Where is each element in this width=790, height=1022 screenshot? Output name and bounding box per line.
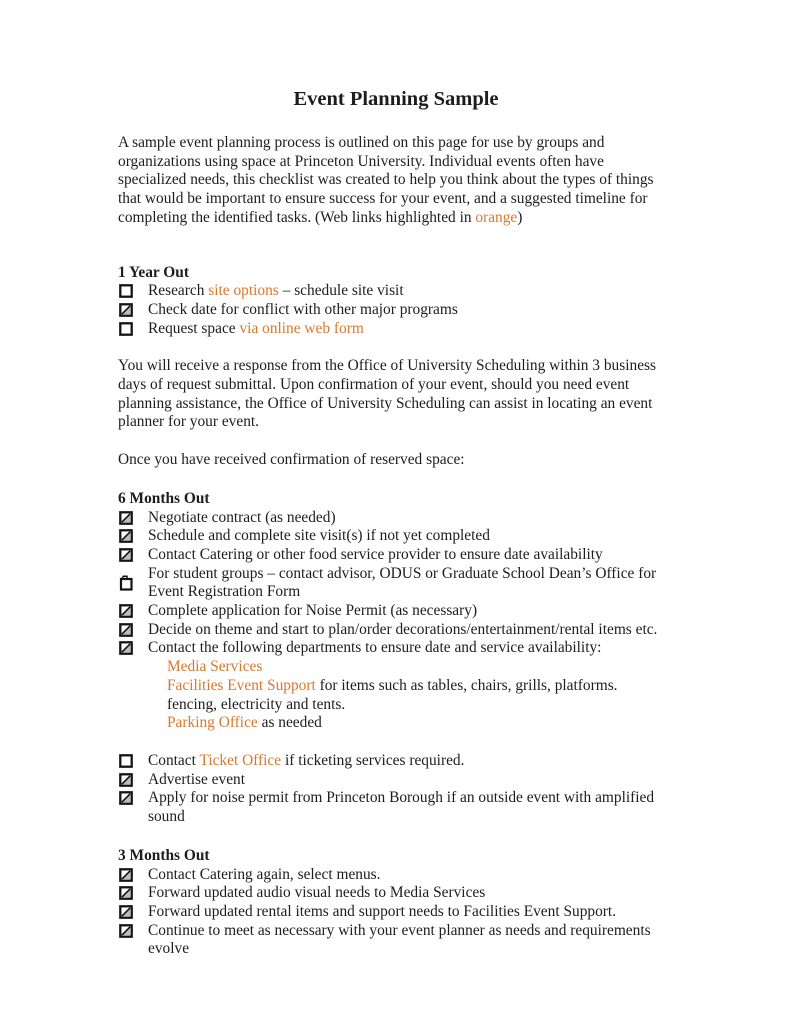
checklist-item xyxy=(118,866,674,885)
web-link[interactable]: Media Services xyxy=(167,658,263,676)
checkbox-empty-icon xyxy=(119,754,133,768)
item-text xyxy=(148,527,674,546)
text-run: Contact Catering or other food service provider to ensure date availability xyxy=(148,545,603,563)
web-link[interactable]: site options xyxy=(208,282,279,300)
checklist-item xyxy=(118,546,674,565)
checklist-item xyxy=(118,922,674,959)
page-title: Event Planning Sample xyxy=(293,88,499,110)
item-text xyxy=(148,621,674,640)
item-text xyxy=(148,903,674,922)
checklist-item xyxy=(118,639,674,658)
section-heading: 1 Year Out xyxy=(118,263,189,281)
checkbox-open-icon xyxy=(119,575,133,591)
item-text xyxy=(148,789,674,826)
item-text xyxy=(148,922,674,959)
sub-item xyxy=(118,658,674,677)
web-link[interactable]: orange xyxy=(475,208,518,226)
checkbox-slashed-icon xyxy=(119,773,133,787)
sub-item xyxy=(118,696,674,715)
text-run: Research xyxy=(148,282,209,300)
checkbox-slashed-icon xyxy=(119,924,133,938)
item-text xyxy=(148,752,674,771)
checklist-item xyxy=(118,789,674,826)
text-run: as needed xyxy=(257,714,322,732)
item-text xyxy=(148,866,674,885)
checkbox-slashed-icon xyxy=(119,868,133,882)
checkbox-slashed-icon xyxy=(119,529,133,543)
item-text xyxy=(148,509,674,528)
item-text xyxy=(148,771,674,790)
intro-paragraph xyxy=(118,134,674,228)
checkbox-slashed-icon xyxy=(119,905,133,919)
item-text xyxy=(148,320,674,339)
checklist-item xyxy=(118,565,674,602)
checkbox-slashed-icon xyxy=(119,511,133,525)
text-run: Contact the following departments to ensure date and service availability: xyxy=(148,639,602,657)
text-run: Negotiate contract (as needed) xyxy=(148,508,336,526)
text-run: Schedule and complete site visit(s) if not yet completed xyxy=(148,527,490,545)
checklist-item xyxy=(118,602,674,621)
checklist-item xyxy=(118,301,674,320)
checklist-item xyxy=(118,509,674,528)
checkbox-slashed-icon xyxy=(119,641,133,655)
checklist-item xyxy=(118,771,674,790)
text-run: Contact Catering again, select menus. xyxy=(148,865,381,883)
checkbox-slashed-icon xyxy=(119,623,133,637)
section-heading: 6 Months Out xyxy=(118,489,210,507)
text-run: Continue to meet as necessary with your event planner as needs and requirements evolve xyxy=(148,921,651,958)
checkbox-slashed-icon xyxy=(119,791,133,805)
checklist-item xyxy=(118,884,674,903)
web-link[interactable]: via online web form xyxy=(239,319,364,337)
sub-item xyxy=(118,714,674,733)
text-run: Forward updated audio visual needs to Media Services xyxy=(148,884,486,902)
text-run: Request space xyxy=(148,319,240,337)
section-heading: 3 Months Out xyxy=(118,846,210,864)
paragraph xyxy=(118,451,674,470)
paragraph xyxy=(118,357,674,432)
web-link[interactable]: Facilities Event Support xyxy=(167,676,316,694)
item-text xyxy=(148,602,674,621)
text-run: You will receive a response from the Office of University Scheduling within 3 business days of request submittal. Upon confirmation of your event, should you need event planning assistance, the Office of University Scheduling can assist in locating an event planner for your event. xyxy=(118,357,657,431)
checkbox-slashed-icon xyxy=(119,548,133,562)
item-text xyxy=(148,301,674,320)
text-run: Apply for noise permit from Princeton Borough if an outside event with amplified sound xyxy=(148,789,655,826)
text-run: Advertise event xyxy=(148,770,246,788)
item-text xyxy=(148,565,674,602)
checklist-item xyxy=(118,621,674,640)
text-run: Complete application for Noise Permit (as necessary) xyxy=(148,602,478,620)
text-run: for items such as tables, chairs, grills, platforms. xyxy=(315,676,618,694)
web-link[interactable]: Parking Office xyxy=(167,714,258,732)
text-run: Forward updated rental items and support needs to Facilities Event Support. xyxy=(148,902,617,920)
item-text xyxy=(148,282,674,301)
text-run: For student groups – contact advisor, ODUS or Graduate School Dean’s Office for Event Registration Form xyxy=(148,564,657,601)
checkbox-empty-icon xyxy=(119,284,133,298)
item-text xyxy=(148,546,674,565)
item-text xyxy=(148,884,674,903)
text-run: if ticketing services required. xyxy=(281,751,465,769)
text-run: Contact xyxy=(148,751,200,769)
web-link[interactable]: Ticket Office xyxy=(199,751,282,769)
text-run: A sample event planning process is outlined on this page for use by groups and organizations using space at Princeton University. Individual events often have specialized needs, this checklist was created to help you think about the types of things that would be important to ensure success for your event, and a suggested timeline for completing the identified tasks. (Web links highlighted in xyxy=(118,134,654,226)
checklist-item xyxy=(118,282,674,301)
checklist-item xyxy=(118,903,674,922)
text-run: Once you have received confirmation of reserved space: xyxy=(118,451,465,469)
item-text xyxy=(148,639,674,658)
checklist-item xyxy=(118,527,674,546)
text-run: – schedule site visit xyxy=(278,282,404,300)
spacer xyxy=(118,733,674,752)
checkbox-slashed-icon xyxy=(119,604,133,618)
text-run: Check date for conflict with other major programs xyxy=(148,300,458,318)
text-run: Decide on theme and start to plan/order decorations/entertainment/rental items etc. xyxy=(148,620,658,638)
checkbox-slashed-icon xyxy=(119,886,133,900)
checklist-item xyxy=(118,320,674,339)
checkbox-slashed-icon xyxy=(119,303,133,317)
document-blocks xyxy=(118,264,674,960)
checklist-item xyxy=(118,752,674,771)
text-run: ) xyxy=(517,208,523,226)
text-run: fencing, electricity and tents. xyxy=(167,695,346,713)
checkbox-empty-icon xyxy=(119,322,133,336)
sub-item xyxy=(118,677,674,696)
